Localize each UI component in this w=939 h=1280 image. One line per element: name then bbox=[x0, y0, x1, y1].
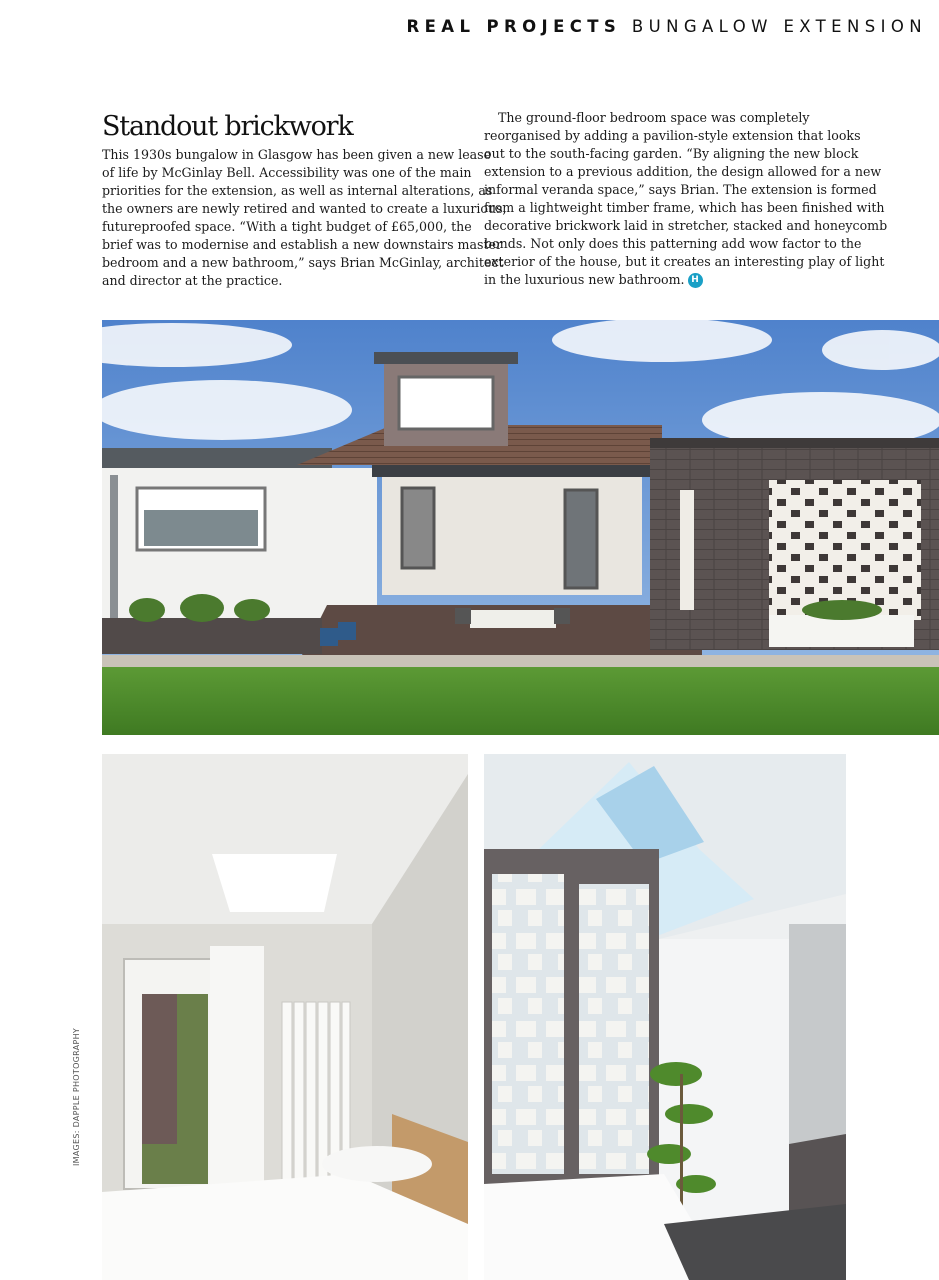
body-line: extension to a previous addition, the design allowed for a new bbox=[484, 164, 882, 179]
exterior-illustration bbox=[102, 320, 939, 735]
body-line: priorities for the extension, as well as internal alterations, as bbox=[102, 183, 493, 198]
running-header bbox=[407, 17, 927, 36]
pillow bbox=[322, 1146, 432, 1182]
body-line: brief was to modernise and establish a new downstairs master bbox=[102, 237, 502, 252]
article-column-left bbox=[102, 146, 507, 290]
body-line: The ground-floor bedroom space was completely bbox=[498, 110, 810, 125]
dormer-roof bbox=[374, 352, 518, 364]
honeycomb-view-right bbox=[579, 884, 649, 1174]
article-headline: Standout brickwork bbox=[102, 111, 353, 142]
open-door bbox=[210, 946, 264, 1186]
body-line: decorative brickwork laid in stretcher, stacked and honeycomb bbox=[484, 218, 888, 233]
skylight bbox=[212, 854, 337, 912]
body-line: This 1930s bungalow in Glasgow has been given a new lease bbox=[102, 147, 492, 162]
body-line: futureproofed space. “With a tight budget of £65,000, the bbox=[102, 219, 472, 234]
exterior-photo bbox=[102, 320, 939, 735]
lawn bbox=[102, 667, 939, 735]
bedroom-photo bbox=[102, 754, 468, 1280]
body-line-text: in the luxurious new bathroom. bbox=[484, 272, 685, 287]
honeycomb-view-left bbox=[492, 874, 564, 1174]
path bbox=[102, 655, 939, 667]
bathroom-illustration bbox=[484, 754, 846, 1280]
end-badge-icon: H bbox=[688, 273, 703, 288]
article-column-right bbox=[484, 109, 888, 289]
bathroom-photo bbox=[484, 754, 846, 1280]
body-line: reorganised by adding a pavilion-style extension that looks bbox=[484, 128, 861, 143]
bedroom-illustration bbox=[102, 754, 468, 1280]
body-line-last bbox=[484, 271, 846, 289]
image-credit: IMAGES: DAPPLE PHOTOGRAPHY bbox=[72, 1027, 81, 1166]
planter-wall bbox=[102, 618, 322, 654]
body-line: the owners are newly retired and wanted to create a luxurious, bbox=[102, 201, 507, 216]
header-section: REAL PROJECTS bbox=[406, 17, 622, 36]
body-line: informal veranda space,” says Brian. The extension is formed bbox=[484, 182, 877, 197]
body-line: of life by McGinlay Bell. Accessibility was one of the main bbox=[102, 165, 472, 180]
body-line: from a lightweight timber frame, which has been finished with bbox=[484, 200, 885, 215]
honeycomb-brickwork bbox=[769, 480, 921, 620]
body-line: bonds. Not only does this patterning add wow factor to the bbox=[484, 236, 862, 251]
bathtub bbox=[484, 1174, 694, 1280]
body-line: and director at the practice. bbox=[102, 273, 283, 288]
body-line: bedroom and a new bathroom,” says Brian McGinlay, architect bbox=[102, 255, 504, 270]
body-line: exterior of the house, but it creates an interesting play of light bbox=[484, 254, 885, 269]
body-line: out to the south-facing garden. “By aligning the new block bbox=[484, 146, 859, 161]
header-title: BUNGALOW EXTENSION bbox=[631, 17, 927, 36]
